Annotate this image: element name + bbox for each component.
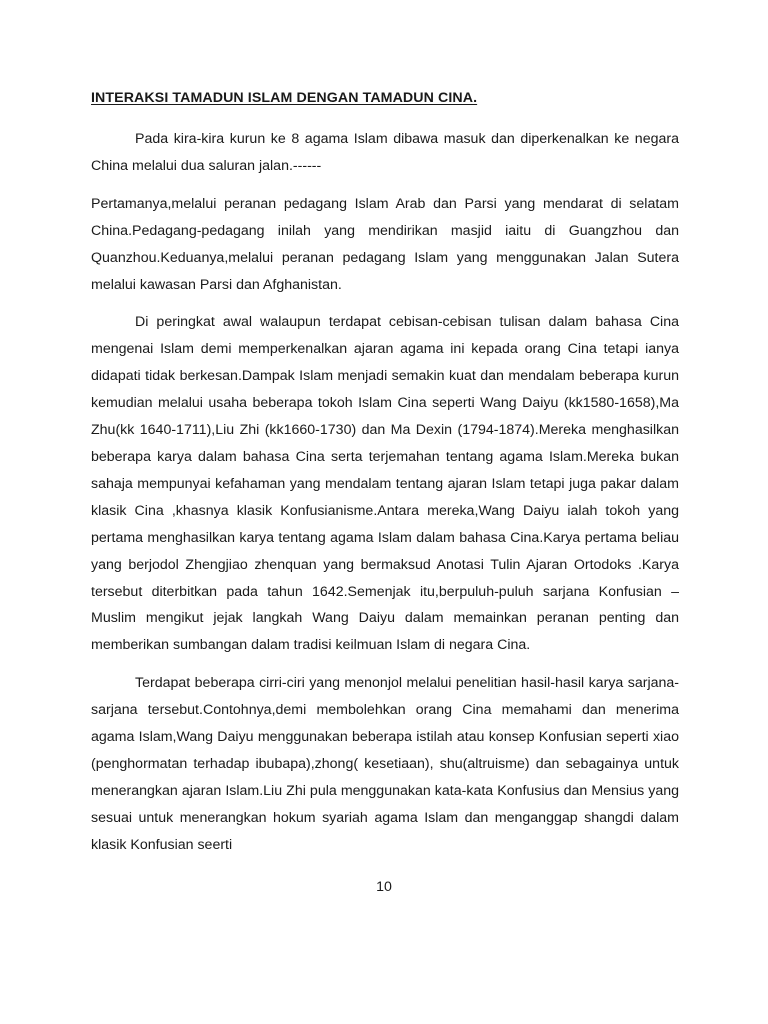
page-number: 10 [376,879,392,895]
paragraph-trade-routes: Pertamanya,melalui peranan pedagang Islam Arab dan Parsi yang mendarat di selatam China.Pedagang-pedagang inilah yang mendirikan masjid iaitu di Guangzhou dan Quanzhou.Keduanya,melalui peranan pedagang Islam yang menggunakan Jalan Sutera melalui kawasan Parsi dan Afghanistan. [91,195,679,293]
paragraph-characteristics: Terdapat beberapa cirri-ciri yang menonjol melalui penelitian hasil-hasil karya sarjana-sarjana tersebut.Contohnya,demi membolehkan orang Cina memahami dan menerima agama Islam,Wang Daiyu menggunakan beberapa istilah atau konsep Konfusian seperti xiao (penghormatan terhadap ibubapa),zhong( kesetiaan), shu(altruisme) dan sebagainya untuk menerangkan ajaran Islam.Liu Zhi pula menggunakan kata-kata Konfusius dan Mensius yang sesuai untuk menerangkan hokum syariah agama Islam dan menganggap shangdi dalam klasik Konfusian seerti [91,675,679,853]
document-page [91,88,679,870]
document-title: INTERAKSI TAMADUN ISLAM DENGAN TAMADUN CINA. [91,90,478,106]
paragraph-intro: Pada kira-kira kurun ke 8 agama Islam dibawa masuk dan diperkenalkan ke negara China melalui dua saluran jalan.------ [91,131,679,174]
paragraph-early-period: Di peringkat awal walaupun terdapat cebisan-cebisan tulisan dalam bahasa Cina mengenai Islam demi memperkenalkan ajaran agama ini kepada orang Cina tetapi ianya didapati tidak berkesan.Dampak Islam menjadi semakin kuat dan mendalam beberapa kurun kemudian melalui usaha beberapa tokoh Islam Cina seperti Wang Daiyu (kk1580-1658),Ma Zhu(kk 1640-1711),Liu Zhi (kk1660-1730) dan Ma Dexin (1794-1874).Mereka menghasilkan beberapa karya dalam bahasa Cina serta terjemahan tentang agama Islam.Mereka bukan sahaja mempunyai kefahaman yang mendalam tentang ajaran Islam tetapi juga pakar dalam klasik Cina ,khasnya klasik Konfusianisme.Antara mereka,Wang Daiyu ialah tokoh yang pertama menghasilkan karya tentang agama Islam dalam bahasa Cina.Karya pertama beliau yang berjodol Zhengjiao zhenquan yang bermaksud Anotasi Tulin Ajaran Ortodoks .Karya tersebut diterbitkan pada tahun 1642.Semenjak itu,berpuluh-puluh sarjana Konfusian –Muslim mengikut jejak langkah Wang Daiyu dalam memainkan peranan penting dan memberikan sumbangan dalam tradisi keilmuan Islam di negara Cina. [91,314,679,654]
